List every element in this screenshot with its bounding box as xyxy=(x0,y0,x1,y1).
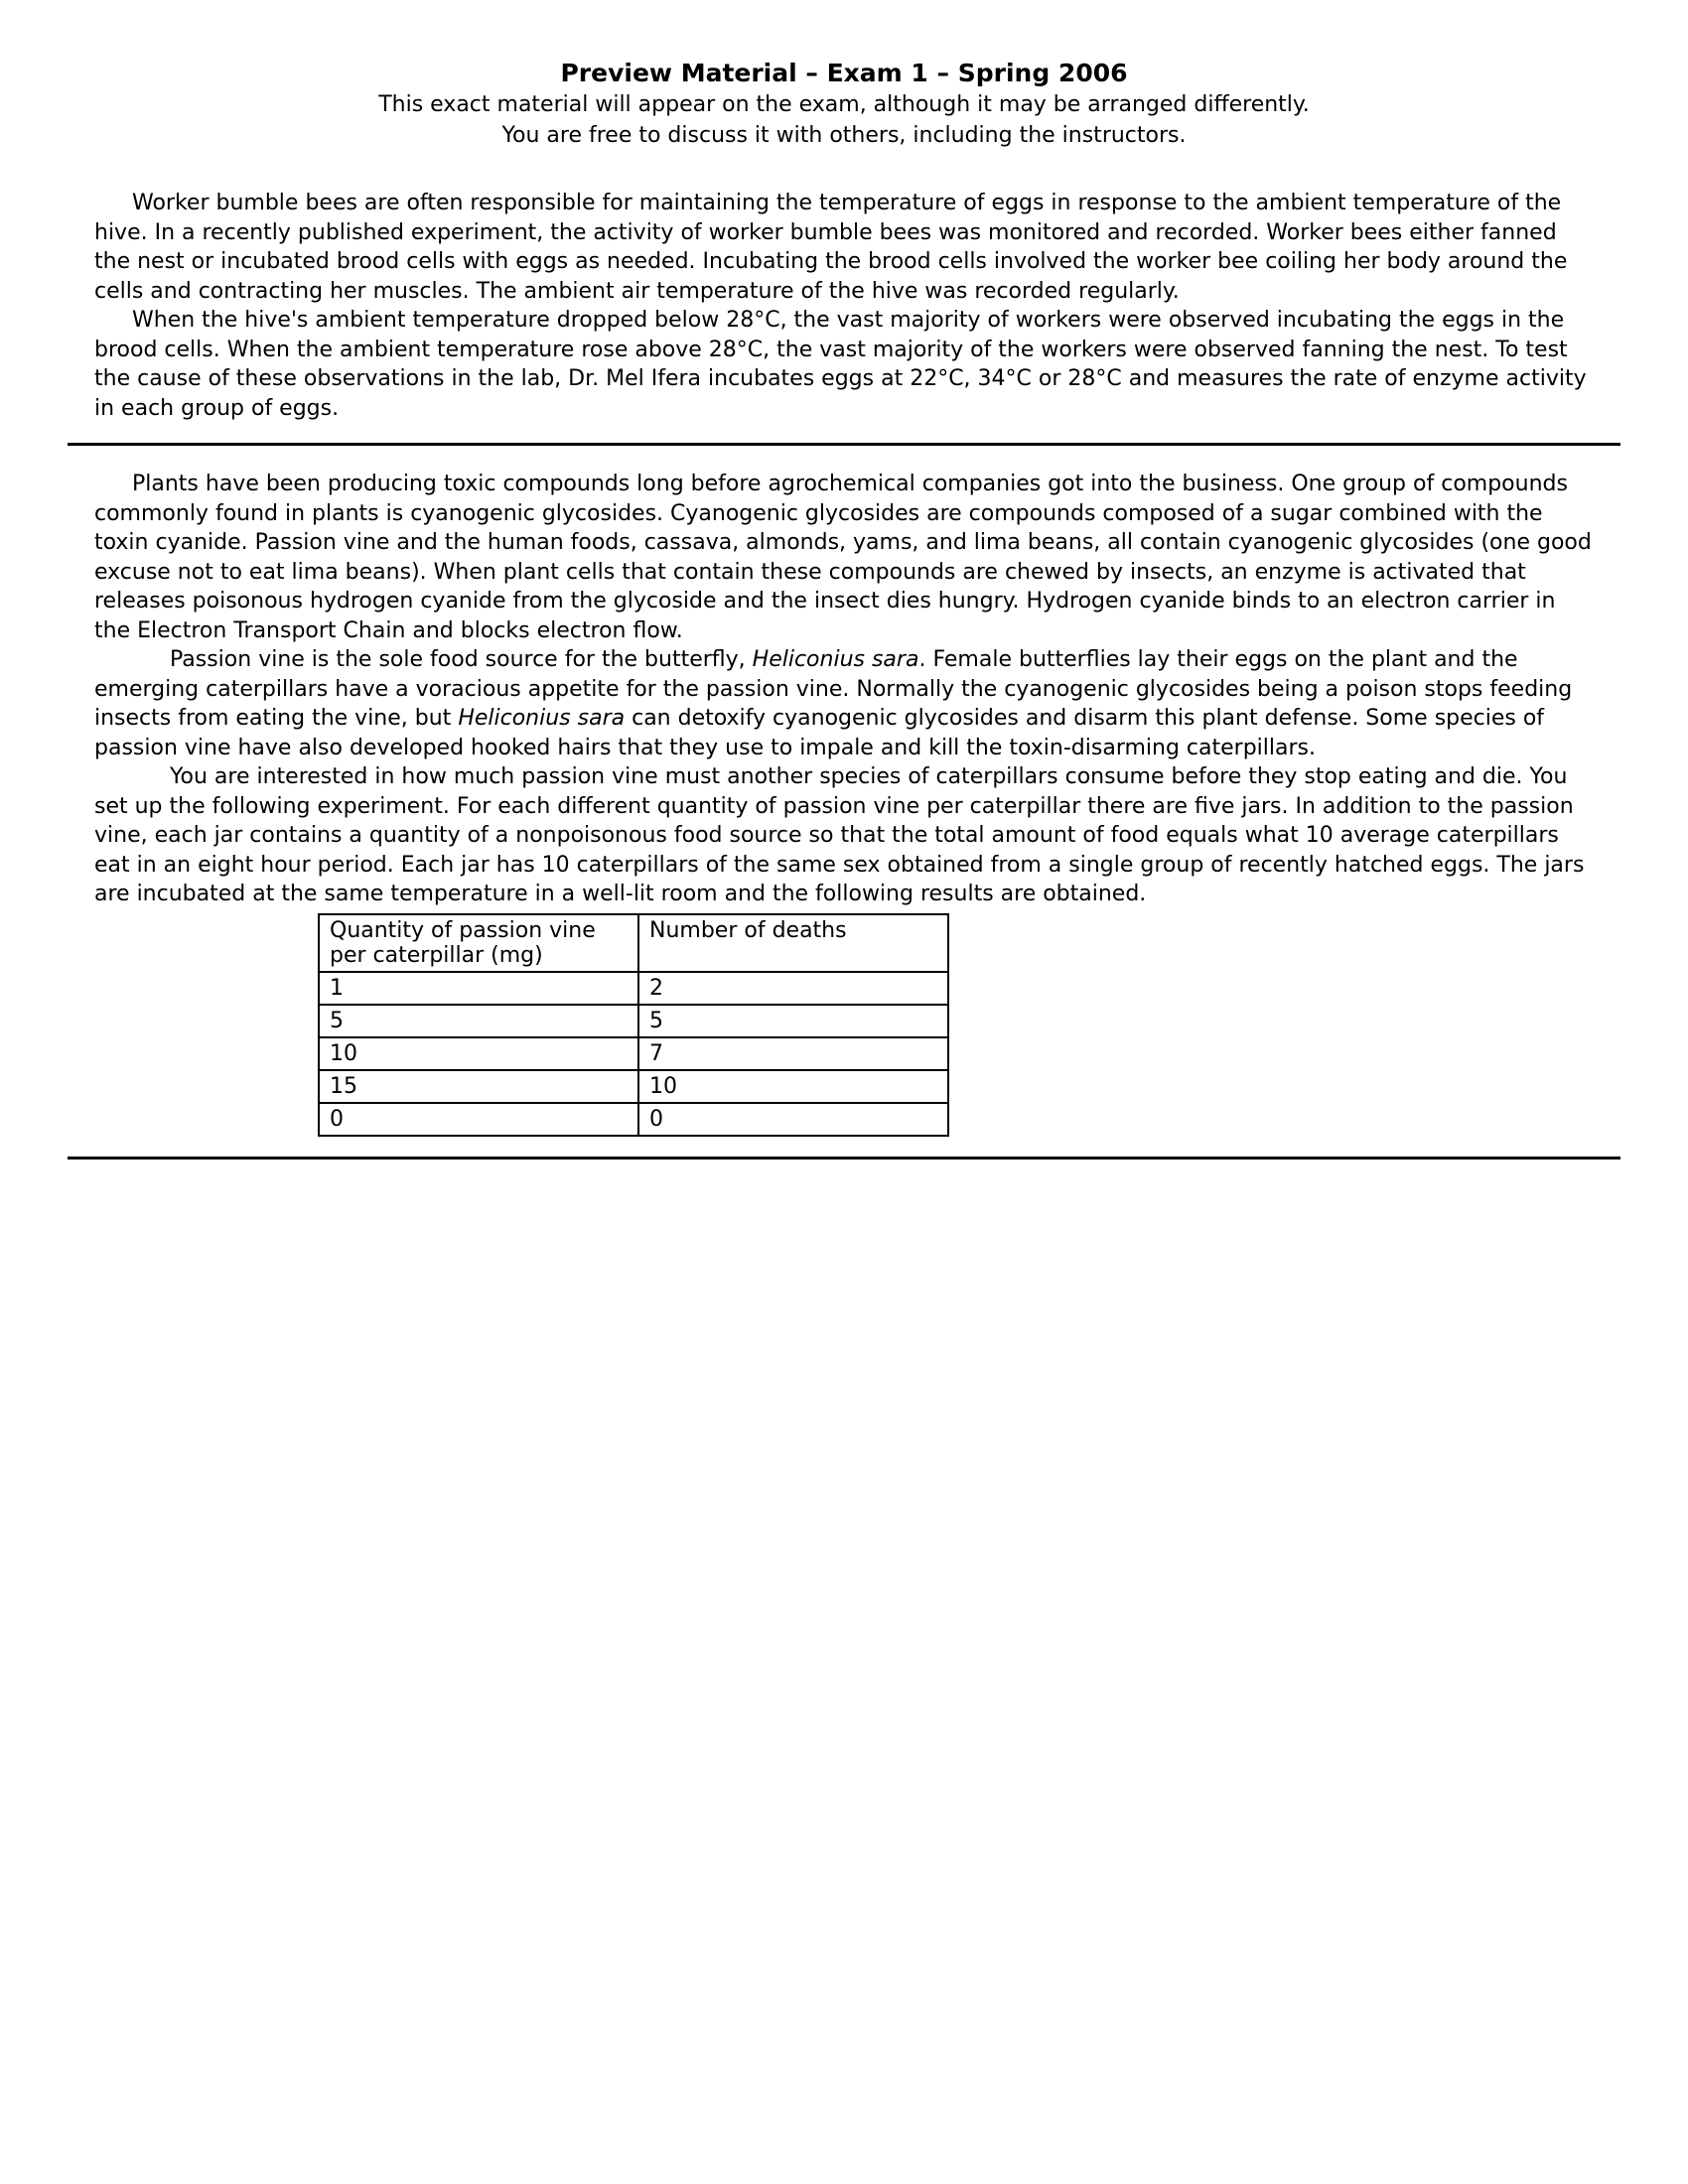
table-cell-deaths: 0 xyxy=(638,1103,948,1136)
table-cell-deaths: 7 xyxy=(638,1037,948,1070)
page-title: Preview Material – Exam 1 – Spring 2006 xyxy=(560,59,1128,87)
table-header-quantity: Quantity of passion vine per caterpillar (mg) xyxy=(319,914,638,972)
table-header-row xyxy=(319,914,948,972)
text-segment: . Female butterflies lay their eggs on the plant and the emerging caterpillars have a voracious appetite for the passion vine. Normally the cyanogenic glycosides being a poison stops feeding insects from eating the vine, but xyxy=(94,647,1573,731)
table-header-deaths: Number of deaths xyxy=(638,914,948,972)
results-table xyxy=(318,913,949,1137)
table-cell-quantity: 10 xyxy=(319,1037,638,1070)
table-row xyxy=(319,1005,948,1037)
species-name-italic: Heliconius sara xyxy=(752,647,919,672)
table-cell-deaths: 2 xyxy=(638,972,948,1005)
table-row xyxy=(319,1070,948,1103)
table-cell-deaths: 10 xyxy=(638,1070,948,1103)
table-cell-deaths: 5 xyxy=(638,1005,948,1037)
text-segment: can detoxify cyanogenic glycosides and disarm this plant defense. Some species of passion vine have also developed hooked hairs that they use to impale and kill the toxin-disarming caterpillars. xyxy=(94,706,1545,760)
text-segment: Passion vine is the sole food source for the butterfly, xyxy=(170,647,753,672)
table-row xyxy=(319,972,948,1005)
table-row xyxy=(319,1037,948,1070)
table-row xyxy=(319,1103,948,1136)
paragraph-experiment-setup: You are interested in how much passion vine must another species of caterpillars consume before they stop eating and die. You set up the following experiment. For each different quantity of passion vine per caterpillar there are five jars. In addition to the passion vine, each jar contains a quantity of a nonpoisonous food source so that the total amount of food equals what 10 average caterpillars eat in an eight hour period. Each jar has 10 caterpillars of the same sex obtained from a single group of recently hatched eggs. The jars are incubated at the same temperature in a well-lit room and the following results are obtained. xyxy=(94,764,1585,906)
paragraph-hive-temperature: When the hive's ambient temperature dropped below 28°C, the vast majority of workers were observed incubating the eggs in the brood cells. When the ambient temperature rose above 28°C, the vast majority of the workers were observed fanning the nest. To test the cause of these observations in the lab, Dr. Mel Ifera incubates eggs at 22°C, 34°C or 28°C and measures the rate of enzyme activity in each group of eggs. xyxy=(94,308,1587,421)
table-cell-quantity: 5 xyxy=(319,1005,638,1037)
subtitle-line-1: This exact material will appear on the exam, although it may be arranged differently. xyxy=(378,92,1310,117)
species-name-italic: Heliconius sara xyxy=(458,706,626,731)
section-divider-2 xyxy=(68,1157,1620,1160)
paragraph-plant-toxins: Plants have been producing toxic compounds long before agrochemical companies got into the business. One group of compounds commonly found in plants is cyanogenic glycosides. Cyanogenic glycosides are compounds composed of a sugar combined with the toxin cyanide. Passion vine and the human foods, cassava, almonds, yams, and lima beans, all contain cyanogenic glycosides (one good excuse not to eat lima beans). When plant cells that contain these compounds are chewed by insects, an enzyme is activated that releases poisonous hydrogen cyanide from the glycoside and the insect dies hungry. Hydrogen cyanide binds to an electron carrier in the Electron Transport Chain and blocks electron flow. xyxy=(94,472,1592,643)
section-divider-1 xyxy=(68,443,1620,446)
paragraph-bumble-bees: Worker bumble bees are often responsible for maintaining the temperature of eggs in response to the ambient temperature of the hive. In a recently published experiment, the activity of worker bumble bees was monitored and recorded. Worker bees either fanned the nest or incubated brood cells with eggs as needed. Incubating the brood cells involved the worker bee coiling her body around the cells and contracting her muscles. The ambient air temperature of the hive was recorded regularly. xyxy=(94,191,1568,304)
paragraph-passion-vine-butterfly xyxy=(94,645,1594,762)
table-cell-quantity: 1 xyxy=(319,972,638,1005)
subtitle-line-2: You are free to discuss it with others, including the instructors. xyxy=(501,123,1187,148)
table-cell-quantity: 0 xyxy=(319,1103,638,1136)
table-cell-quantity: 15 xyxy=(319,1070,638,1103)
